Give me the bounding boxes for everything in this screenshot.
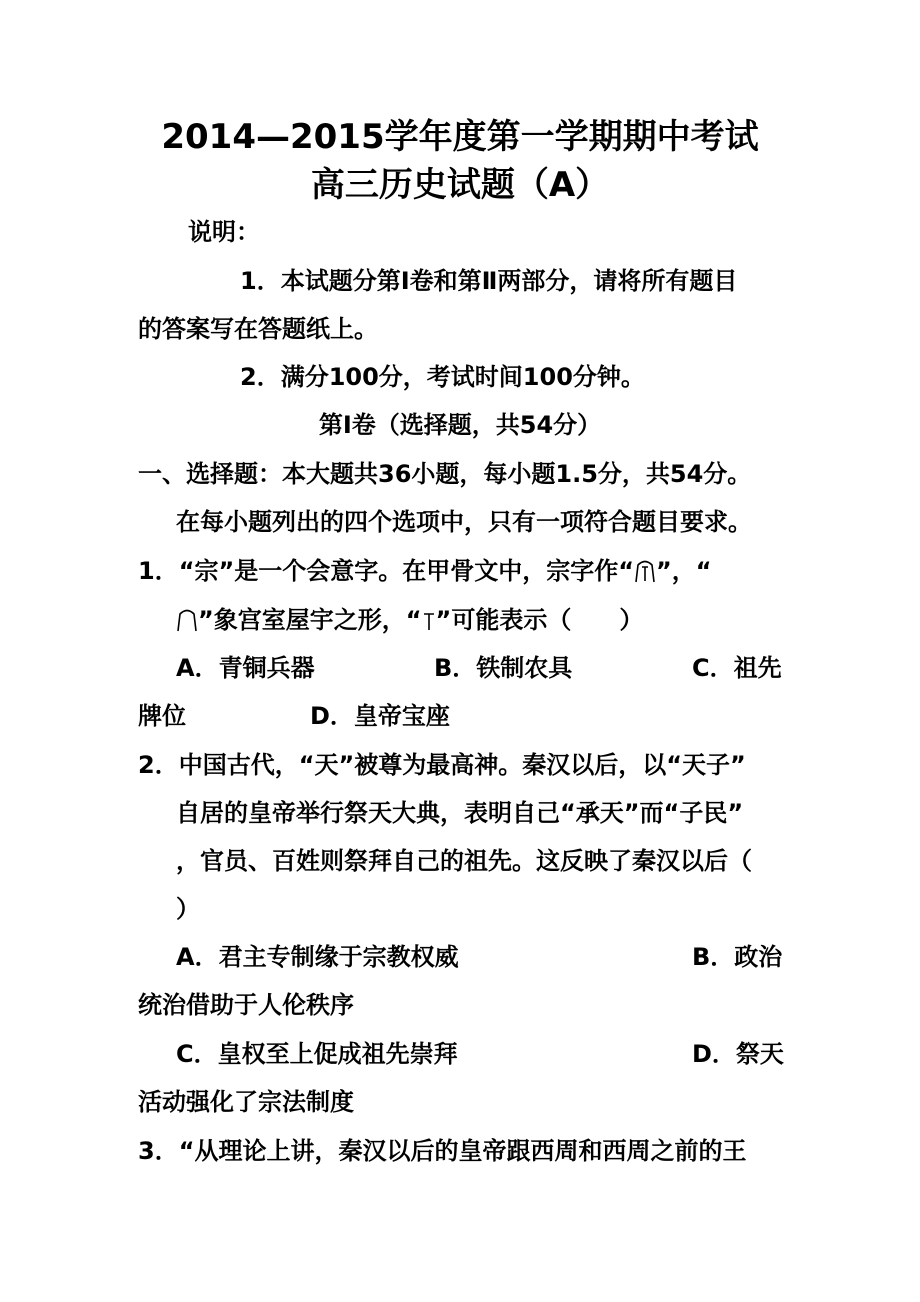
question-1-stem <box>138 556 712 586</box>
question-2-stem-cont-3: ） <box>176 895 200 923</box>
exam-title-line2: 高三历史试题（A） <box>310 165 610 205</box>
notes-heading: 说明： <box>188 218 260 246</box>
question-2-option-b: B．政治 <box>692 943 783 971</box>
oracle-altar-glyph-icon <box>422 606 436 632</box>
question-1-stem-cont <box>176 605 643 635</box>
oracle-zong-glyph-icon <box>634 557 656 583</box>
question-1-stem-text-c: ”象宫室屋宇之形，“ <box>198 606 422 634</box>
note-item-1: 1．本试题分第Ⅰ卷和第Ⅱ两部分，请将所有题目 <box>240 267 738 295</box>
question-1-option-c-cont: 牌位 <box>138 702 186 730</box>
question-1-option-c: C．祖先 <box>692 654 782 682</box>
question-3-stem: 3．“从理论上讲，秦汉以后的皇帝跟西周和西周之前的王 <box>138 1137 747 1165</box>
question-2-option-c: C．皇权至上促成祖先崇拜 <box>176 1040 458 1068</box>
question-1-option-d: D．皇帝宝座 <box>310 702 450 730</box>
exam-title-line1: 2014—2015学年度第一学期期中考试 <box>161 117 759 157</box>
question-2-stem-cont-2: ，官员、百姓则祭拜自己的祖先。这反映了秦汉以后（ <box>176 847 752 875</box>
question-1-option-b: B．铁制农具 <box>434 654 573 682</box>
question-1-stem-text-b: ”，“ <box>656 557 712 585</box>
note-item-2: 2．满分100分，考试时间100分钟。 <box>240 363 645 391</box>
section-instruction-cont: 在每小题列出的四个选项中，只有一项符合题目要求。 <box>176 508 752 536</box>
question-1-stem-text-d: ”可能表示（ ） <box>435 606 644 634</box>
section-heading: 第Ⅰ卷（选择题，共54分） <box>318 411 602 439</box>
question-1-option-a: A．青铜兵器 <box>176 654 315 682</box>
question-2-option-d: D．祭天 <box>692 1040 784 1068</box>
question-2-option-a: A．君主专制缘于宗教权威 <box>176 943 459 971</box>
note-item-1-cont: 的答案写在答题纸上。 <box>138 315 378 343</box>
question-2-stem: 2．中国古代，“天”被尊为最高神。秦汉以后，以“天子” <box>138 751 746 779</box>
question-1-stem-text-a: 1．“宗”是一个会意字。在甲骨文中，宗字作“ <box>138 557 635 585</box>
oracle-roof-glyph-icon <box>176 606 198 632</box>
section-instruction: 一、选择题：本大题共36小题，每小题1.5分，共54分。 <box>138 460 752 488</box>
question-2-stem-cont-1: 自居的皇帝举行祭天大典，表明自己“承天”而“子民” <box>176 799 744 827</box>
question-2-option-b-cont: 统治借助于人伦秩序 <box>138 991 354 1019</box>
question-2-option-d-cont: 活动强化了宗法制度 <box>138 1088 354 1116</box>
